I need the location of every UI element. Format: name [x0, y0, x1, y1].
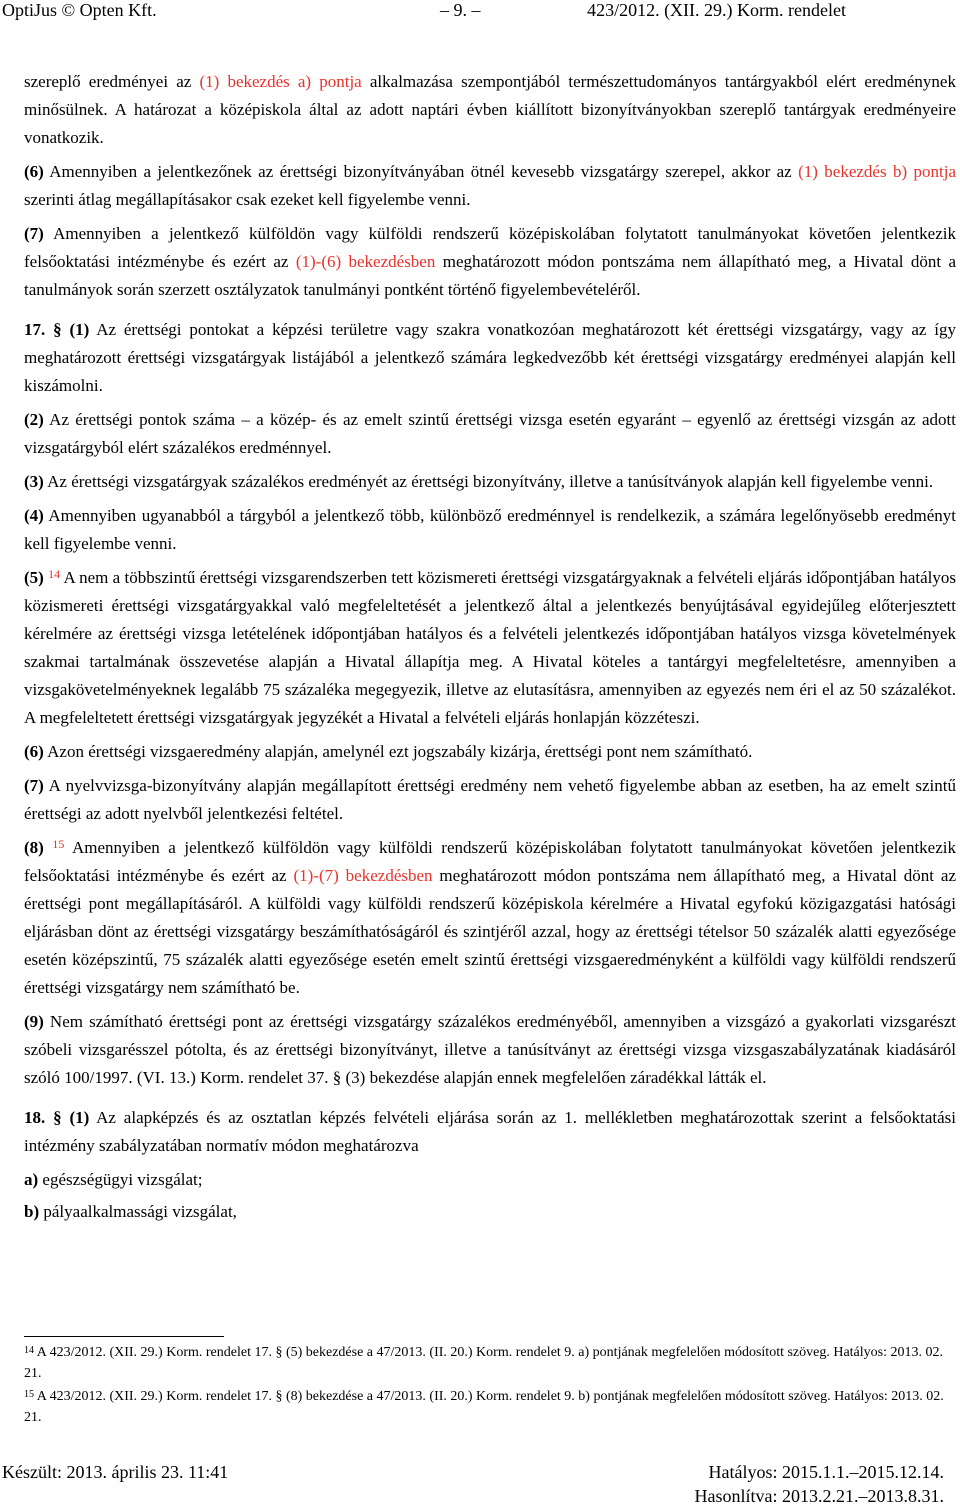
paragraph-number: (6): [24, 162, 44, 181]
header-publisher: OptiJus © Opten Kft.: [2, 0, 157, 20]
intro-paragraph: [24, 68, 956, 152]
section-17-paragraph-2: [24, 406, 956, 462]
footnote-14: [24, 1342, 956, 1384]
paragraph-text: Nem számítható érettségi pont az érettségi vizsgatárgy százalékos eredményéből, amennyiben a vizsgázó a gyakorlati vizsgarészt szóbeli vizsgarésszel pótolta, és az érettségi bizonyítványt, illetve a tanúsítványt az érettségi vizsga vizsgaszabályzatának kiadásáról szóló 100/1997. (VI. 13.) Korm. rendelet 37. § (3) bekezdése alapján ennek megfelelően záradékkal látták el.: [24, 1012, 956, 1087]
list-item-text: egészségügyi vizsgálat;: [38, 1170, 203, 1189]
footer-effective-dates: Hatályos: 2015.1.1.–2015.12.14.: [708, 1462, 944, 1482]
section-number: 17.: [24, 320, 46, 339]
document-body: [24, 68, 956, 1230]
page-header: [0, 0, 960, 26]
paragraph-text: Amennyiben a jelentkező külföldön vagy külföldi rendszerű középiskolában folytatott tanulmányokat követően jelentkezik felsőoktatási intézménybe és ezért az: [24, 838, 956, 885]
paragraph-number: (1): [69, 320, 90, 339]
reference-link[interactable]: (1)-(7) bekezdésben: [293, 866, 433, 885]
footnote-15: [24, 1386, 956, 1428]
header-page-number: – 9. –: [440, 0, 481, 20]
intro-text-2: alkalmazása szempontjából természettudományos tantárgyakból elért eredménynek minősülnek. A határozat a középiskola által az adott naptári évben kiállított bizonyítványokban szereplő tantárgyak eredményeire vonatkozik.: [24, 72, 956, 147]
list-item-a: [24, 1166, 956, 1194]
section-18-paragraph-1: [24, 1104, 956, 1160]
paragraph-text: Az érettségi pontok száma – a közép- és az emelt szintű érettségi vizsga esetén egyaránt – egyenlő az érettségi vizsgán az adott vizsgatárgyból elért százalékos eredménnyel.: [24, 410, 956, 457]
paragraph-number: (4): [24, 506, 44, 525]
paragraph-text: Az alapképzés és az osztatlan képzés felvételi eljárása során az 1. mellékletben meghatározottak szerint a felsőoktatási intézmény szabályzatában normatív módon meghatározva: [24, 1108, 957, 1155]
paragraph-number: (7): [24, 776, 44, 795]
header-document-title: 423/2012. (XII. 29.) Korm. rendelet: [587, 0, 846, 20]
paragraph-text: Az érettségi pontokat a képzési területre vagy szakra vonatkozóan meghatározott két érettségi vizsgatárgy, vagy az így meghatározott érettségi vizsgatárgyak listájából a jelentkező számára legkedvezőbb két érettségi vizsgatárgy eredményei alapján kell kiszámolni.: [24, 320, 957, 395]
page-footer: [0, 1462, 960, 1506]
paragraph-text: Az érettségi vizsgatárgyak százalékos eredményét az érettségi bizonyítvány, illetve a tanúsítványok alapján kell figyelembe venni.: [43, 472, 934, 491]
paragraph-number: (6): [24, 742, 44, 761]
footnote-marker[interactable]: 15: [52, 837, 65, 851]
footnote-marker[interactable]: 14: [48, 567, 61, 581]
intro-text-1: szereplő eredményei az: [24, 72, 200, 91]
section-17-paragraph-7: [24, 772, 956, 828]
footnote-number: 14: [24, 1345, 34, 1356]
footnote-divider: [24, 1336, 224, 1337]
list-item-text: pályaalkalmassági vizsgálat,: [39, 1202, 237, 1221]
paragraph-text: meghatározott módon pontszáma nem állapítható meg, a Hivatal dönt az érettségi pont megállapításáról. A külföldi vagy külföldi rendszerű középiskola kérelmére a Hivatal egyfokú közigazgatási hatósági eljárásban dönt az érettségi vizsgatárgy beszámíthatóságáról és szintjéről azzal, hogy az érettségi tételsor 50 százalék alatti egyezősége esetén középszintű, 75 százalék alatti egyezősége esetén emelt szintű érettségi vizsgaeredményként a külföldi vagy külföldi rendszerű érettségi vizsgatárgy nem számítható be.: [24, 866, 957, 997]
footnote-number: 15: [24, 1389, 34, 1400]
paragraph-7: [24, 220, 956, 304]
paragraph-number: (5): [24, 568, 44, 587]
footer-compared-dates: Hasonlítva: 2013.2.21.–2013.8.31.: [694, 1486, 944, 1506]
paragraph-number: (2): [24, 410, 44, 429]
list-item-b: [24, 1198, 956, 1226]
paragraph-text: Amennyiben a jelentkezőnek az érettségi bizonyítványában ötnél kevesebb vizsgatárgy szerepel, akkor az: [43, 162, 799, 181]
section-17-paragraph-5: [24, 564, 956, 732]
section-17-paragraph-9: [24, 1008, 956, 1092]
section-number: 18.: [24, 1108, 46, 1127]
paragraph-text: A nem a többszintű érettségi vizsgarendszerben tett közismereti érettségi vizsgatárgyaknak a felvételi eljárás időpontjában hatályos közismereti érettségi vizsgatárgyakkal való megfeleltetését a jelentkező által a jelentkezés benyújtásával egyidejűleg előterjesztett kérelmére az érettségi vizsga letételének időpontjában hatályos és a felvételi jelentkezés időpontjában hatályos vizsga követelmények szakmai tartalmának összevetése alapján a Hivatal állapítja meg. A Hivatal köteles a tantárgyi megfeleltetésre, amennyiben a vizsgakövetelményeknek legalább 75 százaléka megegyezik, illetve az elutasításra, amennyiben az egyezés nem éri el az 50 százalékot. A megfeleltetett érettségi vizsgatárgyak jegyzékét a Hivatal a felvételi eljárás honlapján közzéteszi.: [24, 568, 956, 727]
section-17-paragraph-6: [24, 738, 956, 766]
section-sign: §: [53, 320, 62, 339]
paragraph-number: (8): [24, 838, 44, 857]
list-item-label: a): [24, 1170, 39, 1189]
paragraph-6: [24, 158, 956, 214]
section-17-paragraph-4: [24, 502, 956, 558]
paragraph-text: Amennyiben ugyanabból a tárgyból a jelentkező több, különböző eredménnyel is rendelkezik, a számára legelőnyösebb eredményt kell figyelembe venni.: [24, 506, 956, 553]
paragraph-text: Azon érettségi vizsgaeredmény alapján, amelynél ezt jogszabály kizárja, érettségi pont nem számítható.: [43, 742, 753, 761]
reference-link[interactable]: (1) bekezdés b) pontja: [798, 162, 956, 181]
paragraph-text: szerinti átlag megállapításakor csak ezeket kell figyelembe venni.: [24, 190, 471, 209]
section-17-paragraph-3: [24, 468, 956, 496]
reference-link[interactable]: (1)-(6) bekezdésben: [295, 252, 436, 271]
footnote-text: A 423/2012. (XII. 29.) Korm. rendelet 17. § (8) bekezdése a 47/2013. (II. 20.) Korm. rendelet 9. b) pontjának megfelelően módosított szöveg. Hatályos: 2013. 02. 21.: [24, 1389, 944, 1425]
paragraph-text: A nyelvvizsga-bizonyítvány alapján megállapított érettségi eredmény nem vehető figyelembe abban az esetben, ha az emelt szintű érettségi az adott nyelvből jelentkezési feltétel.: [24, 776, 956, 823]
paragraph-text: Amennyiben a jelentkező külföldön vagy külföldi rendszerű középiskolában folytatott tanulmányokat követően jelentkezik felsőoktatási intézménybe és ezért az: [24, 224, 956, 271]
section-17-paragraph-8: [24, 834, 956, 1002]
paragraph-number: (7): [24, 224, 44, 243]
paragraph-text: meghatározott módon pontszáma nem állapítható meg, a Hivatal dönt a tanulmányok során szerzett osztályzatok tanulmányi pontként történő figyelembevételéről.: [24, 252, 956, 299]
intro-reference-link[interactable]: (1) bekezdés a) pontja: [199, 72, 362, 91]
paragraph-number: (1): [69, 1108, 90, 1127]
section-sign: §: [53, 1108, 62, 1127]
paragraph-number: (9): [24, 1012, 44, 1031]
footnote-text: A 423/2012. (XII. 29.) Korm. rendelet 17. § (5) bekezdése a 47/2013. (II. 20.) Korm. rendelet 9. a) pontjának megfelelően módosított szöveg. Hatályos: 2013. 02. 21.: [24, 1345, 944, 1381]
section-17-paragraph-1: [24, 316, 956, 400]
paragraph-number: (3): [24, 472, 44, 491]
list-item-label: b): [24, 1202, 40, 1221]
footer-created-date: Készült: 2013. április 23. 11:41: [2, 1462, 229, 1482]
